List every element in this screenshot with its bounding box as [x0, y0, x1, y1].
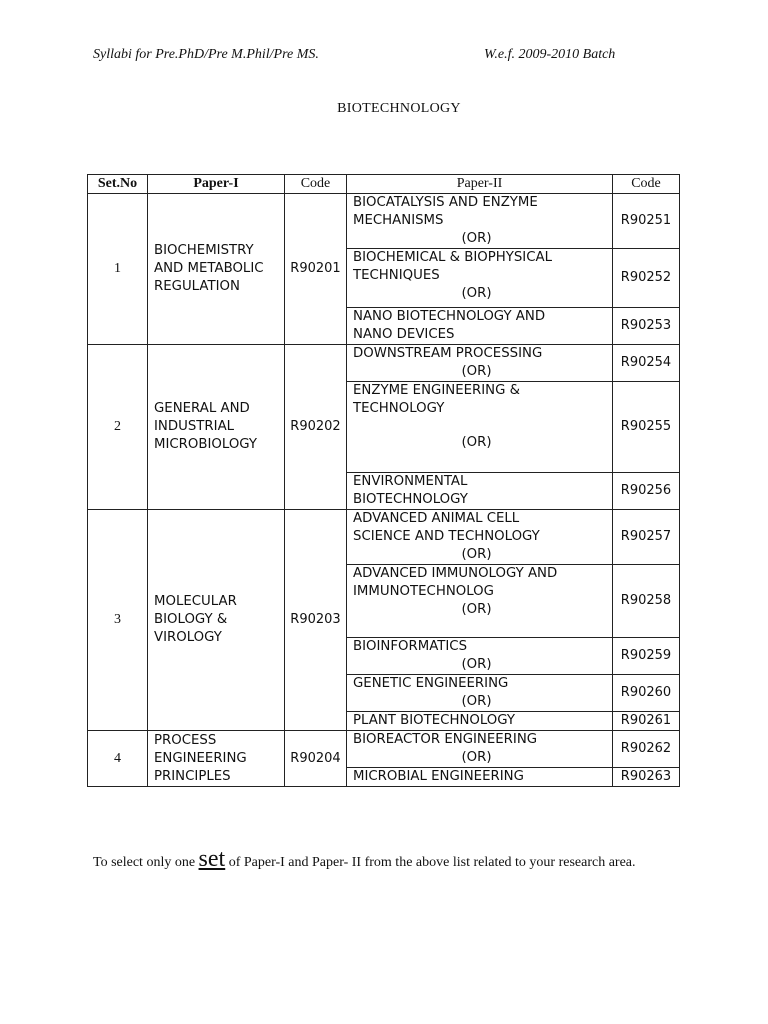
paper-1-code: R90201 — [285, 194, 347, 345]
paper-2-option — [347, 473, 613, 510]
header-code-1: Code — [285, 175, 347, 194]
paper-2-option — [347, 382, 613, 473]
paper-2-code: R90251 — [613, 194, 680, 249]
paper-1-title: GENERAL AND INDUSTRIAL MICROBIOLOGY — [148, 345, 285, 510]
paper-2-code: R90260 — [613, 675, 680, 712]
paper-2-title-line: TECHNIQUES — [353, 268, 440, 283]
header-paper-2: Paper-II — [347, 175, 613, 194]
paper-2-code: R90262 — [613, 731, 680, 768]
paper-1-code: R90202 — [285, 345, 347, 510]
header-set-no: Set.No — [88, 175, 148, 194]
footer-text-after: of Paper-I and Paper- II from the above list related to your research area. — [225, 855, 636, 870]
paper-2-code: R90256 — [613, 473, 680, 510]
paper-2-title-line: GENETIC ENGINEERING — [353, 676, 509, 691]
table-header-row — [88, 175, 680, 194]
paper-2-option — [347, 565, 613, 638]
or-separator: (OR) — [461, 286, 492, 301]
paper-2-title-line: BIOINFORMATICS — [353, 639, 468, 654]
paper-2-title-line: DOWNSTREAM PROCESSING — [353, 346, 543, 361]
paper-2-option — [347, 638, 613, 675]
or-separator: (OR) — [461, 364, 492, 379]
paper-2-code: R90258 — [613, 565, 680, 638]
syllabus-table — [87, 174, 680, 787]
set-number: 4 — [88, 731, 148, 787]
paper-2-code: R90261 — [613, 712, 680, 731]
paper-1-code: R90203 — [285, 510, 347, 731]
set-number: 3 — [88, 510, 148, 731]
paper-2-code: R90257 — [613, 510, 680, 565]
paper-2-title-line: BIOCHEMICAL & BIOPHYSICAL — [353, 250, 552, 265]
paper-2-title-line: NANO DEVICES — [353, 327, 455, 342]
table-row — [88, 731, 680, 768]
paper-2-option — [347, 308, 613, 345]
paper-2-option — [347, 712, 613, 731]
paper-1-title: PROCESS ENGINEERING PRINCIPLES — [148, 731, 285, 787]
header-right: W.e.f. 2009-2010 Batch — [484, 47, 616, 62]
paper-2-title-line: TECHNOLOGY — [353, 401, 445, 416]
paper-2-title-line: NANO BIOTECHNOLOGY AND — [353, 309, 546, 324]
or-separator: (OR) — [461, 547, 492, 562]
paper-2-title-line: BIOTECHNOLOGY — [353, 492, 468, 507]
paper-2-code: R90254 — [613, 345, 680, 382]
paper-2-option — [347, 675, 613, 712]
paper-2-title-line: MICROBIAL ENGINEERING — [353, 769, 524, 784]
header-left: Syllabi for Pre.PhD/Pre M.Phil/Pre MS. — [93, 47, 319, 62]
paper-2-title-line: ENZYME ENGINEERING & — [353, 383, 521, 398]
table-body — [88, 194, 680, 787]
paper-2-option — [347, 731, 613, 768]
paper-2-option — [347, 510, 613, 565]
paper-2-title-line: SCIENCE AND TECHNOLOGY — [353, 529, 540, 544]
footer-text-before: To select only one — [93, 855, 199, 870]
paper-2-option — [347, 768, 613, 787]
or-separator: (OR) — [461, 602, 492, 617]
paper-2-option — [347, 345, 613, 382]
table-row — [88, 510, 680, 565]
paper-2-code: R90252 — [613, 249, 680, 308]
paper-2-code: R90253 — [613, 308, 680, 345]
set-number: 1 — [88, 194, 148, 345]
paper-2-title-line: BIOCATALYSIS AND ENZYME — [353, 195, 538, 210]
header-paper-1: Paper-I — [148, 175, 285, 194]
paper-2-option — [347, 194, 613, 249]
paper-1-title: MOLECULAR BIOLOGY & VIROLOGY — [148, 510, 285, 731]
header-code-2: Code — [613, 175, 680, 194]
subject-title: BIOTECHNOLOGY — [337, 101, 461, 116]
paper-2-title-line: IMMUNOTECHNOLOG — [353, 584, 494, 599]
paper-2-code: R90263 — [613, 768, 680, 787]
or-separator: (OR) — [461, 231, 492, 246]
paper-2-title-line: PLANT BIOTECHNOLOGY — [353, 713, 516, 728]
footer-emphasis: set — [198, 846, 226, 872]
paper-1-title: BIOCHEMISTRY AND METABOLIC REGULATION — [148, 194, 285, 345]
footer-note — [93, 846, 636, 873]
set-number: 2 — [88, 345, 148, 510]
or-separator: (OR) — [461, 657, 492, 672]
or-separator: (OR) — [461, 435, 492, 450]
spacer — [353, 418, 612, 434]
table-row — [88, 194, 680, 249]
paper-2-title-line: ADVANCED IMMUNOLOGY AND — [353, 566, 558, 581]
paper-2-code: R90259 — [613, 638, 680, 675]
paper-2-option — [347, 249, 613, 308]
table-row — [88, 345, 680, 382]
paper-2-title-line: ENVIRONMENTAL — [353, 474, 468, 489]
paper-1-code: R90204 — [285, 731, 347, 787]
or-separator: (OR) — [461, 694, 492, 709]
or-separator: (OR) — [461, 750, 492, 765]
paper-2-title-line: BIOREACTOR ENGINEERING — [353, 732, 538, 747]
paper-2-title-line: ADVANCED ANIMAL CELL — [353, 511, 520, 526]
paper-2-code: R90255 — [613, 382, 680, 473]
paper-2-title-line: MECHANISMS — [353, 213, 444, 228]
